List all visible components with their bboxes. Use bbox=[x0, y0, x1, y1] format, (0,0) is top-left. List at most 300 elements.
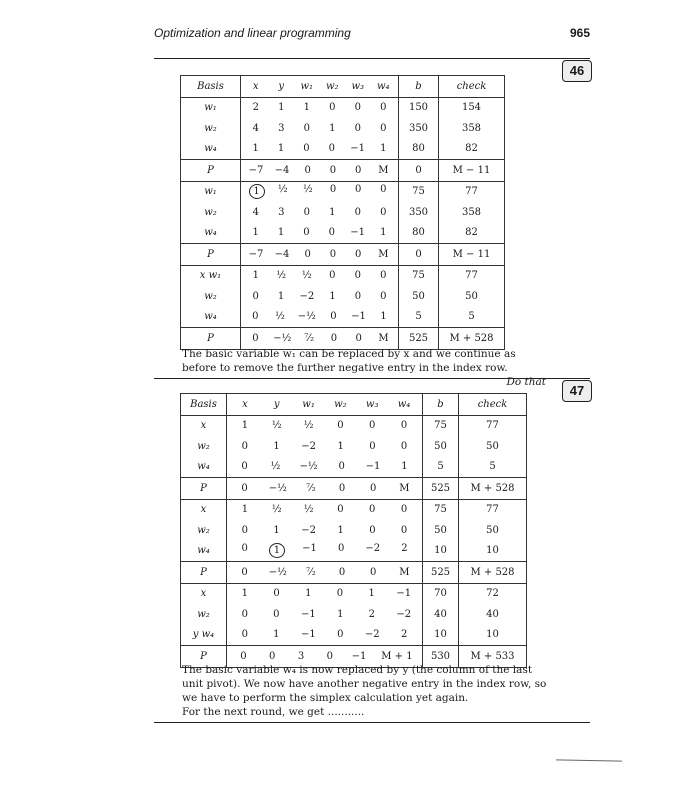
cell-value: 1 bbox=[368, 588, 375, 600]
cell-value: 2 bbox=[252, 102, 259, 114]
table-cell: x bbox=[181, 415, 227, 436]
cell-value: ⁷⁄₂ bbox=[304, 332, 314, 344]
table-cell: 350 bbox=[399, 202, 439, 223]
cell-value: 0 bbox=[329, 248, 337, 260]
table-cell: w₁ bbox=[181, 97, 241, 118]
cell-value: 0 bbox=[252, 290, 259, 302]
table-cell: w₂ bbox=[181, 286, 241, 307]
cell-value: 1 bbox=[337, 524, 344, 536]
table-cell: 80 bbox=[399, 139, 439, 160]
table-cell: 525 bbox=[423, 478, 459, 500]
cell-value: ½ bbox=[303, 184, 313, 196]
table-cell: 82 bbox=[439, 223, 505, 244]
table-cell: x w₁ bbox=[181, 265, 241, 286]
cell-value: 1 bbox=[241, 420, 249, 432]
table-cell bbox=[241, 202, 399, 223]
cell-value: w₄ bbox=[397, 398, 411, 410]
table-cell: check bbox=[439, 76, 505, 98]
cell-value: w₂ bbox=[325, 80, 339, 92]
table-cell: x bbox=[181, 499, 227, 520]
table-cell: P bbox=[181, 646, 227, 668]
table-cell: 77 bbox=[459, 415, 527, 436]
table-cell: w₄ bbox=[181, 457, 227, 478]
cell-value: −4 bbox=[274, 248, 290, 260]
cell-value: 0 bbox=[369, 440, 376, 452]
cell-value: 0 bbox=[380, 122, 387, 134]
cell-value: 0 bbox=[329, 102, 336, 114]
table-cell: 70 bbox=[423, 583, 459, 604]
table-cell: 77 bbox=[459, 499, 527, 520]
running-header bbox=[154, 26, 590, 46]
table-cell bbox=[227, 436, 423, 457]
cell-value: 0 bbox=[329, 270, 336, 282]
cell-value: 0 bbox=[326, 650, 334, 662]
cell-value: 0 bbox=[354, 102, 361, 114]
table-cell bbox=[241, 118, 399, 139]
cell-value: 0 bbox=[252, 311, 259, 323]
cell-value: 0 bbox=[303, 143, 310, 155]
cell-value: −1 bbox=[351, 650, 367, 662]
simplex-tableau bbox=[180, 393, 527, 668]
cell-value: −2 bbox=[301, 440, 316, 452]
table-cell bbox=[227, 520, 423, 541]
cell-value: −½ bbox=[273, 332, 292, 344]
table-cell bbox=[241, 160, 399, 182]
table-header-row bbox=[181, 76, 575, 98]
table-cell bbox=[227, 562, 423, 584]
table-cell: w₄ bbox=[181, 541, 227, 562]
paragraph-47 bbox=[182, 663, 550, 719]
table-header-row bbox=[181, 394, 527, 416]
cell-value: 1 bbox=[249, 184, 265, 199]
cell-value: 0 bbox=[303, 206, 310, 218]
cell-value: 0 bbox=[369, 524, 376, 536]
page-number: 965 bbox=[569, 26, 590, 40]
table-row bbox=[181, 457, 527, 478]
cell-value: −1 bbox=[350, 143, 365, 155]
cell-value: −2 bbox=[365, 543, 381, 555]
cell-value: −½ bbox=[297, 311, 316, 323]
cell-value: ½ bbox=[276, 270, 287, 282]
cell-value: −½ bbox=[268, 482, 287, 494]
table-cell: 358 bbox=[439, 118, 505, 139]
table-cell: P bbox=[181, 478, 227, 500]
table-cell: 77 bbox=[439, 181, 505, 202]
cell-value: M bbox=[378, 164, 389, 176]
table-cell: 72 bbox=[459, 583, 527, 604]
table-cell bbox=[241, 223, 399, 244]
table-cell: 50 bbox=[423, 436, 459, 457]
cell-value: M bbox=[378, 248, 389, 260]
pen-mark bbox=[556, 759, 622, 761]
table-cell bbox=[241, 97, 399, 118]
cell-value: 0 bbox=[400, 524, 408, 536]
table-cell: 82 bbox=[439, 139, 505, 160]
cell-value: 1 bbox=[337, 440, 344, 452]
cell-value: 1 bbox=[329, 290, 336, 302]
cell-value: 0 bbox=[354, 206, 361, 218]
cell-value: 1 bbox=[241, 588, 249, 600]
table-cell: w₄ bbox=[181, 307, 241, 328]
cell-value: 0 bbox=[273, 588, 280, 600]
cell-value: 0 bbox=[354, 270, 361, 282]
table-cell bbox=[227, 499, 423, 520]
table-row bbox=[181, 202, 575, 223]
cell-value: 0 bbox=[370, 482, 377, 494]
table-cell: M + 528 bbox=[459, 562, 527, 584]
table-cell: M − 11 bbox=[439, 244, 505, 266]
cell-value: 0 bbox=[400, 420, 408, 432]
table-cell: 50 bbox=[459, 520, 527, 541]
table-cell: w₄ bbox=[181, 223, 241, 244]
table-cell: b bbox=[423, 394, 459, 416]
paragraph-text: The basic variable w₄ is now replaced by y (the column of the last unit pivot). We now have another negative entry in the index row, so we have to perform the simplex calculation yet again. bbox=[182, 664, 547, 704]
cell-value: −2 bbox=[301, 524, 316, 536]
table-row bbox=[181, 160, 575, 182]
table-cell: 5 bbox=[439, 307, 505, 328]
cell-value: 2 bbox=[401, 543, 408, 555]
table-row bbox=[181, 286, 575, 307]
cell-value: 1 bbox=[380, 227, 387, 239]
simplex-tableau bbox=[180, 75, 575, 350]
cell-value: 0 bbox=[241, 461, 248, 473]
table-cell: 350 bbox=[399, 118, 439, 139]
table-cell bbox=[227, 415, 423, 436]
table-cell bbox=[241, 265, 399, 286]
cell-value: 0 bbox=[303, 122, 310, 134]
frame-rule-bottom bbox=[154, 722, 590, 723]
cell-value: 0 bbox=[400, 440, 408, 452]
cell-value: w₁ bbox=[302, 398, 315, 410]
paragraph-text: The basic variable w₁ can be replaced by x and we continue as before to remove the further negative entry in the index row. bbox=[182, 348, 516, 374]
cell-value: M bbox=[378, 332, 389, 344]
cell-value: 0 bbox=[304, 248, 311, 260]
frame-number-47: 47 bbox=[562, 380, 592, 402]
cell-value: 1 bbox=[305, 588, 312, 600]
cell-value: 0 bbox=[355, 332, 362, 344]
cell-value: 0 bbox=[303, 227, 310, 239]
table-cell: 40 bbox=[423, 604, 459, 625]
cell-value: ⁷⁄₂ bbox=[306, 482, 316, 494]
table-row bbox=[181, 499, 527, 520]
table-cell: 10 bbox=[459, 541, 527, 562]
table-cell: M + 528 bbox=[439, 328, 505, 350]
cell-value: y bbox=[273, 398, 280, 410]
cell-value: w₃ bbox=[351, 80, 365, 92]
table-cell: w₂ bbox=[181, 202, 241, 223]
table-cell: 77 bbox=[439, 265, 505, 286]
cell-value: 1 bbox=[252, 227, 259, 239]
cell-value: ½ bbox=[275, 311, 285, 323]
cell-value: 0 bbox=[329, 164, 337, 176]
cell-value: ½ bbox=[301, 270, 312, 282]
paragraph-46 bbox=[182, 347, 550, 389]
cell-value: 0 bbox=[338, 482, 346, 494]
table-cell: 0 bbox=[399, 244, 439, 266]
table-cell bbox=[227, 478, 423, 500]
cell-value: ½ bbox=[270, 461, 281, 473]
cell-value: −2 bbox=[396, 608, 412, 620]
cell-value: 0 bbox=[355, 184, 362, 196]
cell-value: ½ bbox=[271, 420, 282, 432]
table-cell bbox=[241, 139, 399, 160]
cell-value: 1 bbox=[277, 143, 285, 155]
cell-value: 0 bbox=[380, 206, 387, 218]
cell-value: 0 bbox=[241, 543, 248, 555]
table-cell: 80 bbox=[399, 223, 439, 244]
cell-value: 1 bbox=[337, 608, 344, 620]
table-cell bbox=[241, 307, 399, 328]
cell-value: 0 bbox=[380, 290, 387, 302]
cell-value: 0 bbox=[369, 504, 376, 516]
table-cell: 50 bbox=[439, 286, 505, 307]
frame-rule-top bbox=[154, 58, 590, 59]
cell-value: 0 bbox=[328, 227, 335, 239]
table-cell: 530 bbox=[423, 646, 459, 668]
cell-value: −1 bbox=[302, 543, 317, 555]
table-row bbox=[181, 244, 575, 266]
table-cell bbox=[227, 541, 423, 562]
table-cell: y w₄ bbox=[181, 625, 227, 646]
table-row bbox=[181, 520, 527, 541]
cell-value: 1 bbox=[241, 504, 249, 516]
cell-value: 1 bbox=[277, 290, 285, 302]
cell-value: y bbox=[278, 80, 285, 92]
cell-value: ⁷⁄₂ bbox=[306, 566, 316, 578]
cell-value: 0 bbox=[380, 270, 387, 282]
table-cell: 10 bbox=[459, 625, 527, 646]
cell-value: −4 bbox=[274, 164, 290, 176]
table-cell: P bbox=[181, 328, 241, 350]
cell-value: M bbox=[399, 482, 410, 494]
cell-value: −½ bbox=[299, 461, 318, 473]
table-row bbox=[181, 181, 575, 202]
cell-value: 0 bbox=[338, 566, 346, 578]
table-cell: w₂ bbox=[181, 604, 227, 625]
cell-value: 0 bbox=[330, 332, 338, 344]
cell-value: −7 bbox=[248, 164, 264, 176]
table-cell: 525 bbox=[423, 562, 459, 584]
cell-value: 0 bbox=[337, 543, 345, 555]
table-row bbox=[181, 118, 575, 139]
table-cell: 358 bbox=[439, 202, 505, 223]
table-cell: 50 bbox=[459, 436, 527, 457]
cell-value: M + 1 bbox=[381, 650, 413, 662]
table-cell: w₂ bbox=[181, 520, 227, 541]
cell-value: 0 bbox=[329, 184, 337, 196]
frame-number-46: 46 bbox=[562, 60, 592, 82]
table-cell: 5 bbox=[459, 457, 527, 478]
table-cell: 0 bbox=[399, 160, 439, 182]
table-cell: 75 bbox=[399, 181, 439, 202]
cell-value: 1 bbox=[252, 143, 259, 155]
table-cell: P bbox=[181, 244, 241, 266]
table-row bbox=[181, 625, 527, 646]
table-row bbox=[181, 307, 575, 328]
cell-value: 0 bbox=[354, 248, 362, 260]
table-cell: w₂ bbox=[181, 436, 227, 457]
cell-value: ½ bbox=[303, 504, 314, 516]
table-cell bbox=[227, 394, 423, 416]
table-row bbox=[181, 415, 527, 436]
table-row bbox=[181, 562, 527, 584]
table-cell bbox=[241, 76, 399, 98]
frame-rule-middle bbox=[154, 378, 590, 379]
cell-value: 0 bbox=[241, 440, 249, 452]
table-cell: Basis bbox=[181, 76, 241, 98]
cell-value: 0 bbox=[328, 143, 335, 155]
table-cell: b bbox=[399, 76, 439, 98]
table-cell: w₂ bbox=[181, 118, 241, 139]
cell-value: 0 bbox=[400, 504, 408, 516]
table-row bbox=[181, 265, 575, 286]
table-cell: check bbox=[459, 394, 527, 416]
cell-value: w₁ bbox=[300, 80, 314, 92]
cell-value: −1 bbox=[350, 227, 365, 239]
cell-value: x bbox=[242, 398, 248, 410]
cell-value: 1 bbox=[277, 227, 285, 239]
simplex-table-1 bbox=[180, 75, 575, 350]
table-cell bbox=[227, 583, 423, 604]
table-row bbox=[181, 436, 527, 457]
table-cell: 5 bbox=[423, 457, 459, 478]
cell-value: 1 bbox=[269, 543, 285, 558]
cell-value: 0 bbox=[369, 420, 376, 432]
table-cell: 150 bbox=[399, 97, 439, 118]
table-cell: 10 bbox=[423, 541, 459, 562]
table-cell: 75 bbox=[423, 415, 459, 436]
cell-value: 1 bbox=[278, 102, 285, 114]
cell-value: 1 bbox=[303, 102, 310, 114]
cell-value: 0 bbox=[241, 524, 249, 536]
cell-value: 0 bbox=[240, 650, 247, 662]
cell-value: 1 bbox=[380, 143, 387, 155]
table-cell bbox=[241, 244, 399, 266]
cell-value: 1 bbox=[273, 440, 280, 452]
cell-value: −2 bbox=[299, 290, 315, 302]
cell-value: 0 bbox=[337, 504, 344, 516]
cell-value: ½ bbox=[303, 420, 314, 432]
cell-value: 3 bbox=[278, 206, 285, 218]
cell-value: M bbox=[399, 566, 410, 578]
table-cell: 10 bbox=[423, 625, 459, 646]
cell-value: 3 bbox=[297, 650, 305, 662]
cell-value: ½ bbox=[271, 504, 282, 516]
cell-value: 0 bbox=[269, 650, 276, 662]
running-title: Optimization and linear programming bbox=[154, 26, 351, 40]
table-cell bbox=[227, 457, 423, 478]
cell-value: 0 bbox=[252, 332, 259, 344]
cell-value: 0 bbox=[336, 588, 344, 600]
cell-value: ½ bbox=[277, 184, 288, 196]
cell-value: 1 bbox=[380, 311, 387, 323]
cell-value: 1 bbox=[329, 206, 336, 218]
table-row bbox=[181, 583, 527, 604]
cell-value: −2 bbox=[364, 629, 380, 641]
cell-value: 3 bbox=[278, 122, 285, 134]
cell-value: 0 bbox=[337, 420, 344, 432]
cell-value: −1 bbox=[396, 588, 412, 600]
cell-value: 0 bbox=[241, 482, 248, 494]
table-row bbox=[181, 328, 575, 350]
simplex-table-2 bbox=[180, 393, 527, 668]
table-cell: 525 bbox=[399, 328, 439, 350]
cell-value: 0 bbox=[241, 608, 248, 620]
table-cell: Basis bbox=[181, 394, 227, 416]
table-cell: 40 bbox=[459, 604, 527, 625]
table-cell: 50 bbox=[399, 286, 439, 307]
cell-value: 0 bbox=[354, 290, 362, 302]
cell-value: 4 bbox=[252, 122, 259, 134]
cell-value: −1 bbox=[351, 311, 366, 323]
cell-value: 2 bbox=[400, 629, 408, 641]
cell-value: 0 bbox=[241, 566, 248, 578]
response-text: Do that bbox=[506, 376, 546, 388]
cell-value: 0 bbox=[241, 629, 248, 641]
cell-value: −½ bbox=[268, 566, 287, 578]
table-cell: 5 bbox=[399, 307, 439, 328]
cell-value: w₂ bbox=[334, 398, 347, 410]
cell-value: x bbox=[252, 80, 259, 92]
table-cell: 154 bbox=[439, 97, 505, 118]
table-cell: 50 bbox=[423, 520, 459, 541]
cell-value: 0 bbox=[354, 122, 361, 134]
table-row bbox=[181, 478, 527, 500]
cell-value: 0 bbox=[337, 629, 344, 641]
table-cell: 75 bbox=[423, 499, 459, 520]
table-cell: x bbox=[181, 583, 227, 604]
table-cell: M + 533 bbox=[459, 646, 527, 668]
table-cell bbox=[241, 286, 399, 307]
table-cell bbox=[227, 604, 423, 625]
next-round-text: For the next round, we get ........... bbox=[182, 706, 365, 718]
table-cell bbox=[241, 181, 399, 202]
cell-value: w₄ bbox=[376, 80, 390, 92]
table-row bbox=[181, 604, 527, 625]
cell-value: −1 bbox=[300, 608, 316, 620]
table-row bbox=[181, 223, 575, 244]
cell-value: 0 bbox=[273, 608, 280, 620]
table-cell: P bbox=[181, 160, 241, 182]
cell-value: 0 bbox=[354, 164, 362, 176]
table-cell bbox=[227, 625, 423, 646]
table-cell: w₄ bbox=[181, 139, 241, 160]
table-row bbox=[181, 97, 575, 118]
cell-value: 0 bbox=[370, 566, 377, 578]
table-row bbox=[181, 139, 575, 160]
cell-value: 0 bbox=[330, 311, 337, 323]
table-cell: M + 528 bbox=[459, 478, 527, 500]
cell-value: −1 bbox=[365, 461, 381, 473]
cell-value: 0 bbox=[380, 102, 387, 114]
table-cell: 75 bbox=[399, 265, 439, 286]
cell-value: 1 bbox=[273, 629, 280, 641]
cell-value: −1 bbox=[300, 629, 316, 641]
table-row bbox=[181, 541, 527, 562]
cell-value: −7 bbox=[248, 248, 264, 260]
cell-value: 1 bbox=[252, 270, 259, 282]
table-cell: P bbox=[181, 562, 227, 584]
table-cell bbox=[241, 328, 399, 350]
cell-value: w₃ bbox=[365, 398, 379, 410]
cell-value: 1 bbox=[401, 461, 408, 473]
cell-value: 1 bbox=[273, 524, 280, 536]
table-cell: M − 11 bbox=[439, 160, 505, 182]
cell-value: 2 bbox=[368, 608, 376, 620]
cell-value: 4 bbox=[252, 206, 259, 218]
cell-value: 0 bbox=[338, 461, 345, 473]
cell-value: 0 bbox=[380, 184, 387, 196]
